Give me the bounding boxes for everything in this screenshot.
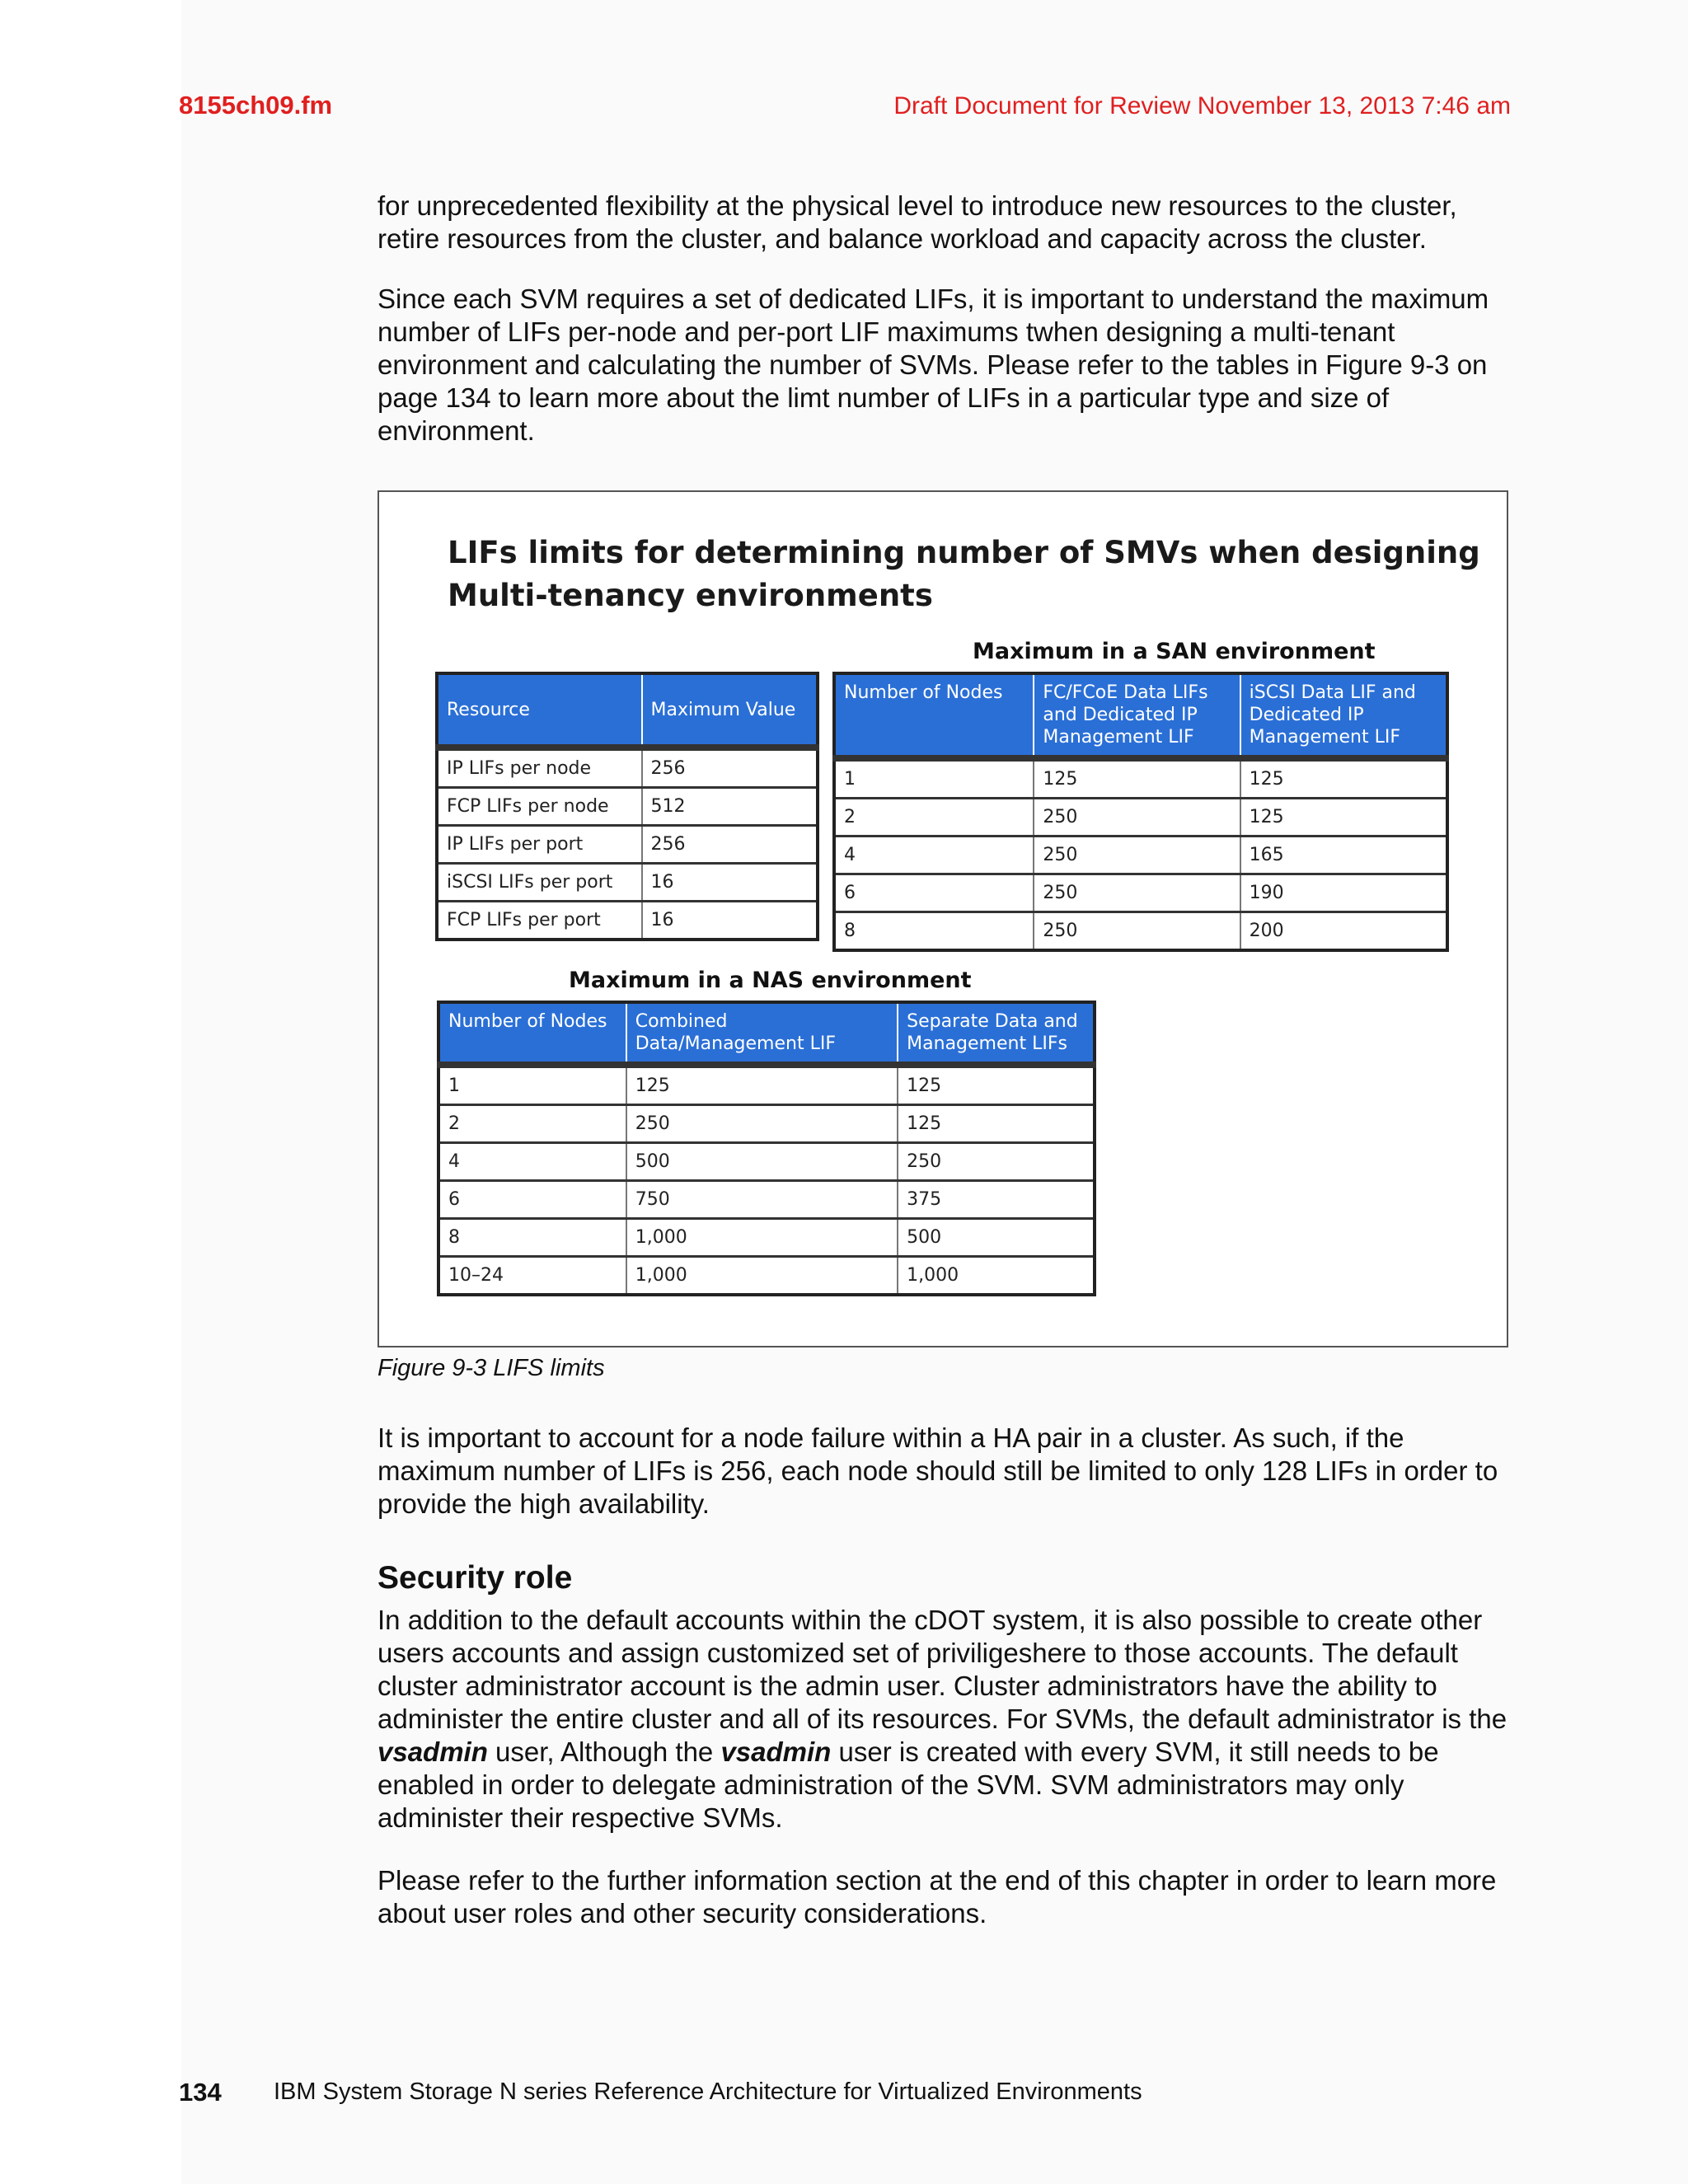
table-cell: 16: [642, 902, 818, 940]
table-row: [834, 799, 1447, 837]
san-heading: Maximum in a SAN environment: [973, 639, 1376, 664]
table-cell: 250: [1034, 837, 1240, 874]
table-cell: 2: [438, 1105, 626, 1143]
table-cell: 125: [1240, 799, 1447, 837]
nas-heading: Maximum in a NAS environment: [569, 968, 972, 993]
column-header: Number of Nodes: [438, 1002, 626, 1065]
figure-caption: Figure 9-3 LIFS limits: [377, 1355, 605, 1381]
table-cell: 125: [898, 1065, 1095, 1105]
figure-title: LIFs limits for determining number of SMVs when designing Multi-tenancy environments: [448, 535, 1480, 613]
column-header: Separate Data and Management LIFs: [898, 1002, 1095, 1065]
table-row: [438, 1219, 1095, 1257]
column-header: Combined Data/Management LIF: [626, 1002, 898, 1065]
table-header-row: [437, 673, 818, 748]
paragraph-ha-pair: It is important to account for a node failure within a HA pair in a cluster. As such, if the maximum number of LIFs is 256, each node should still be limited to only 128 LIFs in order to provide the high availability.: [377, 1422, 1498, 1519]
figure-lifs-limits: [377, 490, 1508, 1347]
table-cell: 500: [898, 1219, 1095, 1257]
table-row: [834, 758, 1447, 799]
table-row: [437, 748, 818, 788]
table-row: [438, 1143, 1095, 1181]
table-cell: 2: [834, 799, 1034, 837]
table-cell: 256: [642, 748, 818, 788]
table-row: [438, 1065, 1095, 1105]
table-row: [438, 1181, 1095, 1219]
table-cell: FCP LIFs per port: [437, 902, 642, 940]
table-cell: 125: [626, 1065, 898, 1105]
table-cell: FCP LIFs per node: [437, 788, 642, 826]
table-cell: 256: [642, 826, 818, 864]
table-cell: 750: [626, 1181, 898, 1219]
san-table: [832, 672, 1449, 952]
table-cell: 1,000: [626, 1219, 898, 1257]
table-cell: 165: [1240, 837, 1447, 874]
table-cell: 1,000: [898, 1257, 1095, 1296]
table-row: [834, 874, 1447, 912]
table-cell: 250: [898, 1143, 1095, 1181]
table-cell: 4: [834, 837, 1034, 874]
table-cell: IP LIFs per node: [437, 748, 642, 788]
section-heading-security-role: Security role: [377, 1560, 573, 1596]
table-cell: 250: [1034, 799, 1240, 837]
table-cell: 190: [1240, 874, 1447, 912]
header-draft-notice: Draft Document for Review November 13, 2013 7:46 am: [893, 92, 1511, 120]
table-cell: 6: [834, 874, 1034, 912]
table-header-row: [438, 1002, 1095, 1065]
table-row: [437, 826, 818, 864]
column-header: Resource: [437, 673, 642, 748]
table-cell: 250: [1034, 874, 1240, 912]
paragraph-further-info: Please refer to the further information section at the end of this chapter in order to learn more about user roles and other security considerations.: [377, 1865, 1497, 1929]
table-cell: 125: [1034, 758, 1240, 799]
table-cell: 4: [438, 1143, 626, 1181]
vsadmin-term: vsadmin: [720, 1736, 832, 1767]
table-cell: 1,000: [626, 1257, 898, 1296]
table-cell: 125: [898, 1105, 1095, 1143]
table-row: [438, 1105, 1095, 1143]
column-header: Maximum Value: [642, 673, 818, 748]
table-header-row: [834, 673, 1447, 758]
table-cell: 500: [626, 1143, 898, 1181]
page-number: 134: [179, 2078, 222, 2107]
table-cell: 375: [898, 1181, 1095, 1219]
table-cell: 1: [834, 758, 1034, 799]
table-cell: 8: [438, 1219, 626, 1257]
table-row: [438, 1257, 1095, 1296]
table-cell: 250: [626, 1105, 898, 1143]
footer-book-title: IBM System Storage N series Reference Architecture for Virtualized Environments: [274, 2079, 1142, 2105]
paragraph-flexibility: for unprecedented flexibility at the physical level to introduce new resources to the cluster, retire resources from the cluster, and balance workload and capacity across the cluster.: [377, 190, 1457, 254]
vsadmin-term: vsadmin: [377, 1736, 488, 1767]
table-cell: 6: [438, 1181, 626, 1219]
table-row: [437, 864, 818, 902]
table-cell: 16: [642, 864, 818, 902]
nas-table: [437, 1001, 1096, 1296]
table-cell: 250: [1034, 912, 1240, 951]
table-cell: 8: [834, 912, 1034, 951]
table-row: [437, 902, 818, 940]
resource-table: [435, 672, 819, 941]
table-cell: 512: [642, 788, 818, 826]
header-filename: 8155ch09.fm: [179, 91, 333, 120]
table-cell: 1: [438, 1065, 626, 1105]
paragraph-svm-lifs: Since each SVM requires a set of dedicated LIFs, it is important to understand the maximum number of LIFs per-node and per-port LIF maximums twhen designing a multi-tenant environment and calculating the number of SVMs. Please refer to the tables in Figure 9-3 on page 134 to learn more about the limt number of LIFs in a particular type and size of environment.: [377, 284, 1489, 446]
table-row: [437, 788, 818, 826]
table-row: [834, 837, 1447, 874]
paragraph-security-role: In addition to the default accounts within the cDOT system, it is also possible to create other users accounts and assign customized set of priviligeshere to those accounts. The default cluster administrator account is the admin user. Cluster administrators have the ability to administer the entire cluster and all of its resources. For SVMs, the default administrator is the vsadmin user, Although the vsadmin user is created with every SVM, it still needs to be enabled in order to delegate administration of the SVM. SVM administrators may only administer their respective SVMs.: [377, 1605, 1507, 1833]
table-cell: 200: [1240, 912, 1447, 951]
column-header: iSCSI Data LIF and Dedicated IP Management LIF: [1240, 673, 1447, 758]
table-cell: IP LIFs per port: [437, 826, 642, 864]
table-cell: 10–24: [438, 1257, 626, 1296]
column-header: Number of Nodes: [834, 673, 1034, 758]
table-row: [834, 912, 1447, 951]
table-cell: iSCSI LIFs per port: [437, 864, 642, 902]
table-cell: 125: [1240, 758, 1447, 799]
column-header: FC/FCoE Data LIFs and Dedicated IP Management LIF: [1034, 673, 1240, 758]
